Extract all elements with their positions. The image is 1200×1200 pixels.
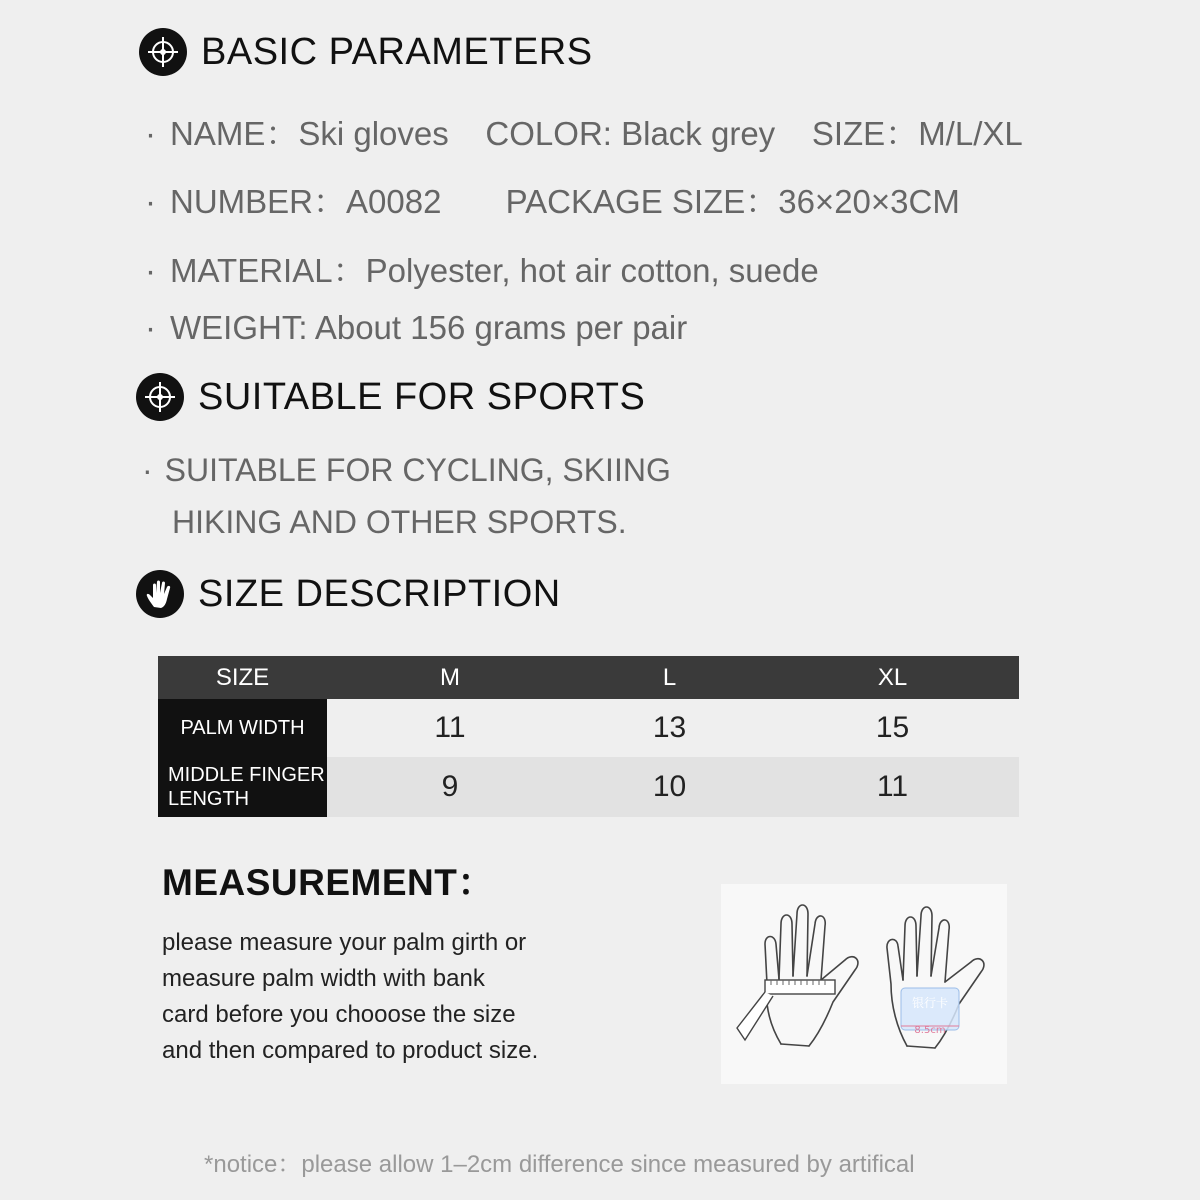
hand-measurement-illustration (721, 884, 1007, 1084)
size-heading (136, 570, 561, 618)
param-line-material: · MATERIAL：Polyester, hot air cotton, suede (145, 252, 819, 289)
cell-value: 9 (327, 757, 573, 817)
header-size: SIZE (158, 656, 327, 699)
hand-icon (136, 570, 184, 618)
header-l: L (573, 656, 766, 699)
cell-value: 11 (766, 757, 1019, 817)
size-table (158, 656, 1019, 817)
param-line-number: · NUMBER：A0082 PACKAGE SIZE：36×20×3CM (145, 183, 960, 220)
row-label-middle-finger-length: MIDDLE FINGER LENGTH (158, 757, 327, 817)
measurement-text: please measure your palm girth or measure palm width with bank card before you chooose the size and then compared to product size. (162, 929, 539, 1064)
header-m: M (327, 656, 573, 699)
table-row (158, 757, 1019, 817)
cell-value: 11 (327, 699, 573, 757)
row-label-palm-width: PALM WIDTH (158, 699, 327, 757)
size-table-header (158, 656, 1019, 699)
sports-title: SUITABLE FOR SPORTS (198, 375, 646, 418)
sports-line-1: · SUITABLE FOR CYCLING, SKIING (142, 452, 671, 488)
svg-text:银行卡: 银行卡 (911, 996, 949, 1010)
table-row (158, 699, 1019, 757)
sports-line-2: HIKING AND OTHER SPORTS. (172, 504, 627, 540)
measurement-title: MEASUREMENT： (162, 862, 495, 903)
crosshair-icon (136, 373, 184, 421)
bank-card-icon (901, 988, 959, 1036)
crosshair-icon (139, 28, 187, 76)
size-title: SIZE DESCRIPTION (198, 572, 561, 615)
hands-illustration (721, 884, 1007, 1084)
notice-text: *notice：please allow 1–2cm difference since measured by artifical (204, 1151, 915, 1178)
header-xl: XL (766, 656, 1019, 699)
param-line-weight: · WEIGHT: About 156 grams per pair (145, 309, 688, 346)
cell-value: 10 (573, 757, 766, 817)
basic-parameters-title: BASIC PARAMETERS (201, 30, 593, 73)
basic-parameters-heading (139, 28, 593, 76)
cell-value: 15 (766, 699, 1019, 757)
cell-value: 13 (573, 699, 766, 757)
svg-text:8.5cm: 8.5cm (914, 1025, 946, 1036)
sports-heading (136, 373, 645, 421)
param-line-name: · NAME：Ski gloves COLOR: Black grey SIZE：M/L/XL (145, 115, 1023, 152)
measuring-tape-icon (737, 980, 835, 1040)
